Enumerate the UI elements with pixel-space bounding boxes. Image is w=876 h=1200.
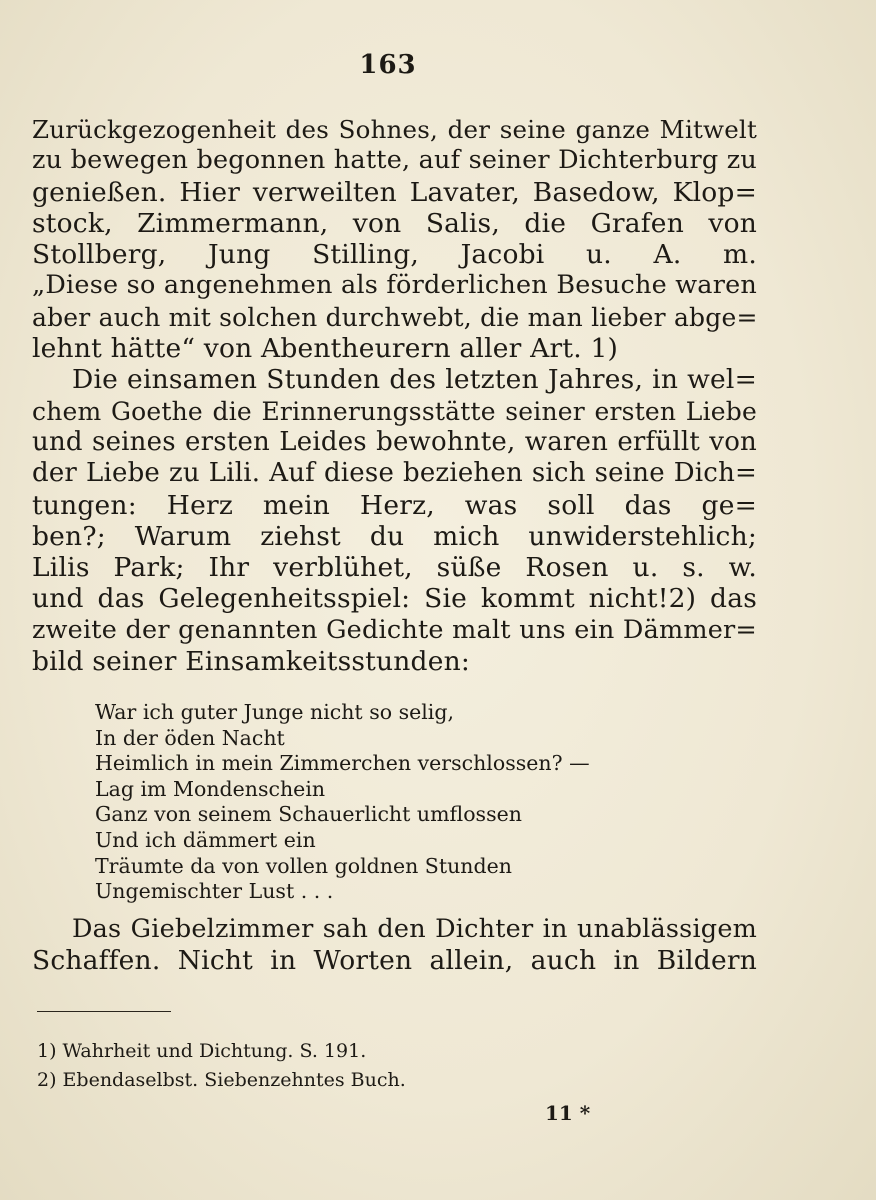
footnote: 2) Ebendaselbst. Siebenzehntes Buch. <box>37 1069 406 1091</box>
text-line: chem Goethe die Erinnerungsstätte seiner ersten Liebe <box>32 396 757 426</box>
text-line: bild seiner Einsamkeitsstunden: <box>32 646 471 678</box>
printer-signature-mark: 11 * <box>545 1101 591 1125</box>
text-line: „Diese so angenehmen als förderlichen Besuche waren <box>32 270 757 301</box>
closing-paragraph <box>32 914 757 977</box>
poem-line: War ich guter Junge nicht so selig, <box>95 700 454 724</box>
text-line: und das Gelegenheitsspiel: Sie kommt nicht!2) das <box>32 583 757 615</box>
text-line: tungen: Herz mein Herz, was soll das ge= <box>32 489 757 521</box>
text-line: Zurückgezogenheit des Sohnes, der seine ganze Mitwelt <box>32 115 757 144</box>
text-line: Schaffen. Nicht in Worten allein, auch in Bildern <box>32 945 757 977</box>
poem-line: Heimlich in mein Zimmerchen verschlossen? — <box>95 751 590 776</box>
main-paragraphs <box>32 114 757 677</box>
footnote-divider <box>37 1011 171 1012</box>
text-line: Die einsamen Stunden des letzten Jahres, in wel= <box>72 364 757 396</box>
text-line: Lilis Park; Ihr verblühet, süße Rosen u. s. w. <box>32 552 757 584</box>
text-line: aber auch mit solchen durchwebt, die man lieber abge= <box>32 302 758 332</box>
text-line: zweite der genannten Gedichte malt uns ein Dämmer= <box>32 614 757 645</box>
poem-line: In der öden Nacht <box>95 725 285 750</box>
page-number: 163 <box>359 50 417 80</box>
poem-line: Ganz von seinem Schauerlicht umflossen <box>95 802 522 827</box>
poem-line: Und ich dämmert ein <box>95 827 316 852</box>
text-line: Das Giebelzimmer sah den Dichter in unablässigem <box>72 914 757 944</box>
footnotes <box>37 1037 637 1095</box>
text-line: Stollberg, Jung Stilling, Jacobi u. A. m. <box>32 239 757 271</box>
text-line: stock, Zimmermann, von Salis, die Grafen von <box>32 207 757 239</box>
text-line: zu bewegen begonnen hatte, auf seiner Dichterburg zu <box>32 145 757 176</box>
text-line: ben?; Warum ziehst du mich unwiderstehlich; <box>32 520 757 552</box>
poem-line: Lag im Mondenschein <box>95 776 326 801</box>
text-line: genießen. Hier verweilten Lavater, Basedow, Klop= <box>32 176 757 208</box>
text-line: lehnt hätte“ von Abentheurern aller Art. 1) <box>32 333 619 365</box>
poem-line: Ungemischter Lust . . . <box>95 879 334 904</box>
text-line: und seines ersten Leides bewohnte, waren erfüllt von <box>32 426 757 457</box>
text-line: der Liebe zu Lili. Auf diese beziehen sich seine Dich= <box>32 458 757 489</box>
poem-block <box>95 700 715 905</box>
poem-line: Träumte da von vollen goldnen Stunden <box>95 853 512 878</box>
footnote: 1) Wahrheit und Dichtung. S. 191. <box>37 1040 367 1062</box>
